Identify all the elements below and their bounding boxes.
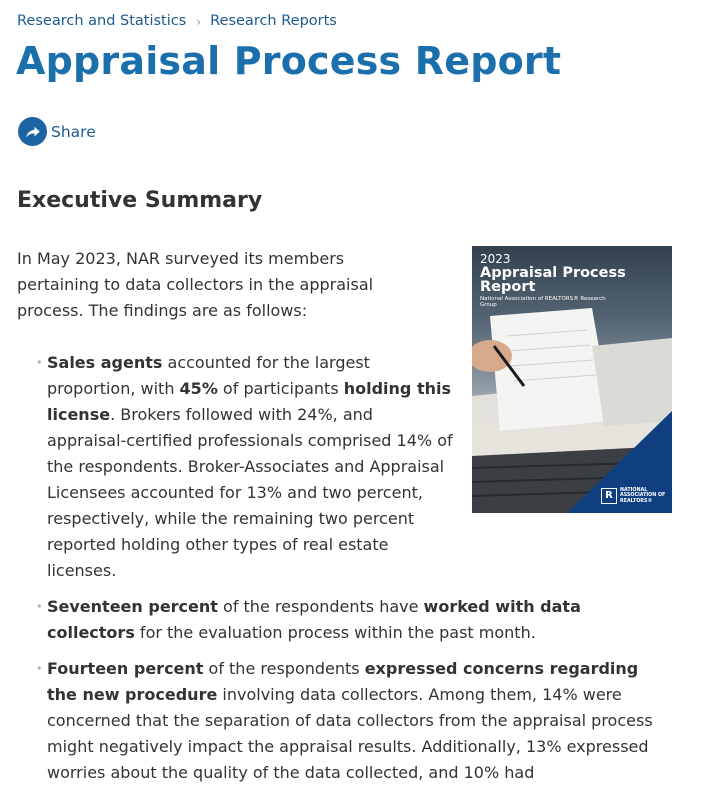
chevron-right-icon: › [196, 15, 202, 29]
nar-logo-mark: R [601, 488, 617, 504]
breadcrumb-link-research-reports[interactable]: Research Reports [210, 13, 337, 29]
share-arrow-icon [18, 117, 47, 146]
finding-item-3: • Fourteen percent of the respondents expressed concerns regarding the new procedure involving data collectors. Among them, 14% were concerned that the separation of data collectors from the appraisal process might negatively impact the appraisal results. Additionally, 13% expressed worries about the quality of the data collected, and 10% had [36, 656, 664, 786]
intro-paragraph: In May 2023, NAR surveyed its members pertaining to data collectors in the appraisal process. The findings are as follows: [17, 249, 374, 320]
cover-subtitle: National Association of REALTORS® Research Group [480, 296, 606, 308]
findings-list [36, 350, 664, 796]
breadcrumb-link-research-statistics[interactable]: Research and Statistics [17, 13, 187, 29]
share-button[interactable] [18, 117, 96, 146]
finding-item-2: • Seventeen percent of the respondents have worked with data collectors for the evaluation process within the past month. [36, 594, 664, 646]
nar-logo-text: NATIONAL ASSOCIATION OF REALTORS® [620, 487, 666, 504]
section-title: Executive Summary [17, 188, 263, 213]
cover-title: Appraisal Process Report [480, 265, 626, 295]
share-label: Share [51, 122, 96, 141]
page-title: Appraisal Process Report [16, 39, 562, 83]
finding-item-1: • Sales agents accounted for the largest proportion, with 45% of participants holding this license. Brokers followed with 24%, and appraisal-certified professionals comprised 14% of the respondents. Broker-Associates and Appraisal Licensees accounted for 13% and two percent, respectively, while the remaining two percent reported holding other types of real estate licenses. [36, 350, 456, 584]
cover-year: 2023 [480, 252, 511, 266]
breadcrumb [17, 13, 337, 29]
